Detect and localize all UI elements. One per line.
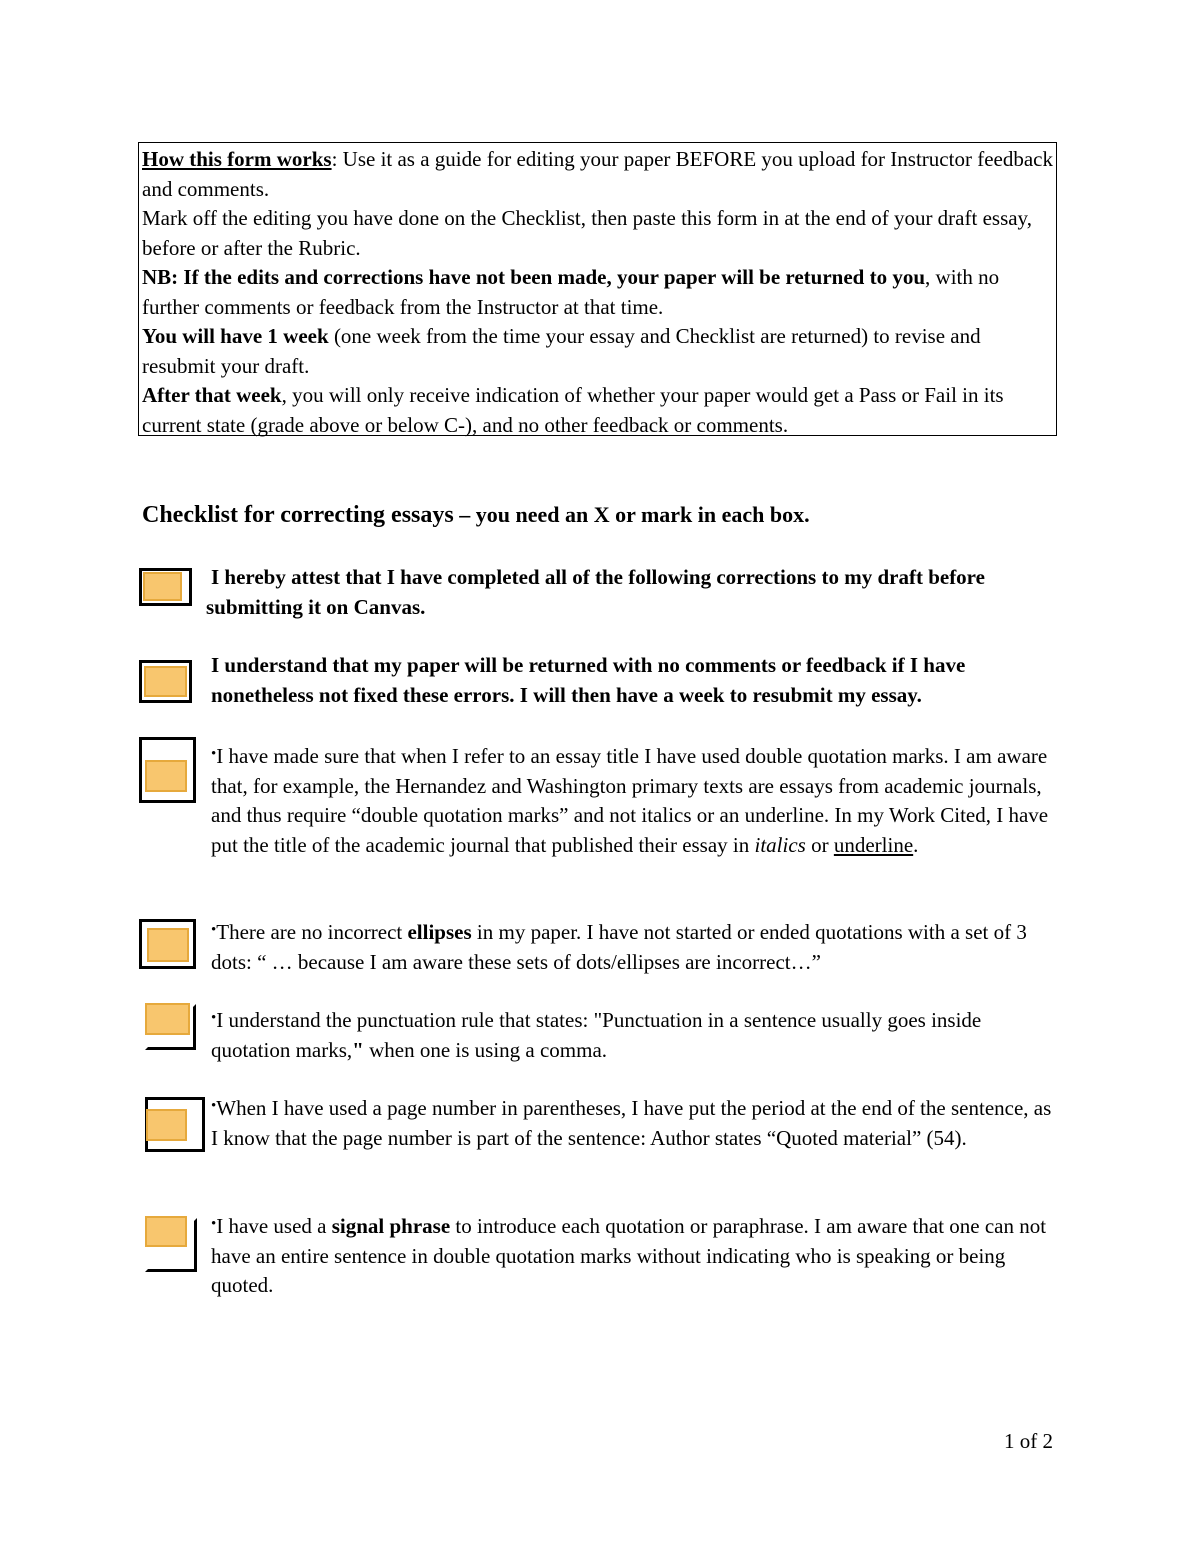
punctuation-text: •I understand the punctuation rule that states: "Punctuation in a sentence usually goes inside quotation marks," when one is using a comma. <box>211 1008 982 1062</box>
instructions-box <box>138 142 1057 436</box>
checklist-title: Checklist for correcting essays – you need an X or mark in each box. <box>142 502 810 528</box>
checkbox-fill <box>145 1216 187 1247</box>
signal-phrase-text: •I have used a signal phrase to introduce each quotation or paraphrase. I am aware that one can not have an entire sentence in double quotation marks without indicating who is speaking or being quoted. <box>211 1214 1047 1297</box>
checkbox-fill <box>147 928 189 962</box>
checkbox-fill <box>145 760 187 792</box>
instructions-after: After that week, you will only receive indication of whether your paper would get a Pass or Fail in its current state (grade above or below C-), and no other feedback or comments. <box>142 383 1004 437</box>
checkbox-fill <box>144 666 187 697</box>
instructions-week: You will have 1 week (one week from the time your essay and Checklist are returned) to revise and resubmit your draft. <box>142 324 981 378</box>
instructions-intro: How this form works: Use it as a guide for editing your paper BEFORE you upload for Instructor feedback and comments. <box>142 147 1053 201</box>
checkbox-fill <box>145 1003 190 1035</box>
attest-text: I hereby attest that I have completed all of the following corrections to my draft before submitting it on Canvas. <box>206 565 985 619</box>
instructions-nb: NB: If the edits and corrections have not been made, your paper will be returned to you, with no further comments or feedback from the Instructor at that time. <box>142 265 1000 319</box>
ellipses-text: •There are no incorrect ellipses in my paper. I have not started or ended quotations with a set of 3 dots: “ … because I am aware these sets of dots/ellipses are incorrect…” <box>211 920 1027 974</box>
instructions-mark-off: Mark off the editing you have done on the Checklist, then paste this form in at the end of your draft essay, before or after the Rubric. <box>142 206 1032 260</box>
page-number-text: •When I have used a page number in parentheses, I have put the period at the end of the sentence, as I know that the page number is part of the sentence: Author states “Quoted material” (54). <box>211 1096 1052 1150</box>
page-number: 1 of 2 <box>1004 1429 1053 1453</box>
checkbox-fill <box>143 572 182 601</box>
understand-text: I understand that my paper will be returned with no comments or feedback if I have nonetheless not fixed these errors. I will then have a week to resubmit my essay. <box>211 653 966 707</box>
instructions-heading: How this form works <box>142 147 332 171</box>
checkbox-fill <box>146 1109 187 1141</box>
titles-text: •I have made sure that when I refer to an essay title I have used double quotation marks. I am aware that, for example, the Hernandez and Washington primary texts are essays from academic journals, and thus require “double quotation marks” and not italics or an underline. In my Work Cited, I have put the title of the academic journal that published their essay in italics or underline. <box>211 744 1049 857</box>
